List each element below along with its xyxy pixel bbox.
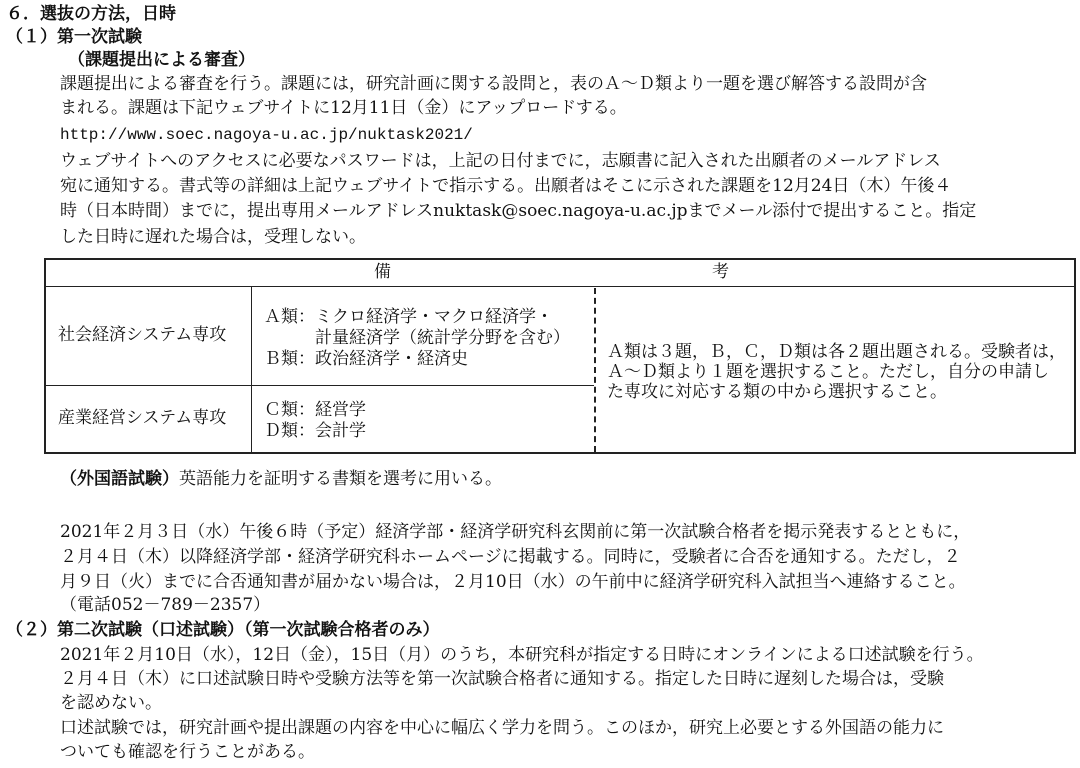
table-note-line: Ａ～Ｄ類より１題を選択すること。ただし，自分の申請し — [607, 362, 1049, 382]
paragraph-line: ２月４日（木）に口述試験日時や受験方法等を第一次試験合格者に通知する。指定した日時に遅刻した場合は，受験 — [60, 669, 944, 689]
table-note-line: Ａ類は３題，Ｂ，Ｃ，Ｄ類は各２題出題される。受験者は， — [607, 342, 1066, 362]
second-exam-title: （２）第二次試験（口述試験）（第一次試験合格者のみ） — [6, 620, 440, 640]
category-table — [44, 258, 1076, 454]
category-line: Ｃ類：経営学 — [264, 400, 366, 420]
paragraph-line: 課題提出による審査を行う。課題には，研究計画に関する設問と，表のＡ～Ｄ類より一題を選び解答する設問が含 — [60, 74, 927, 94]
section-heading: ６．選抜の方法，日時 — [6, 4, 176, 24]
announcement-line: 2021年２月３日（水）午後６時（予定）経済学部・経済学研究科玄関前に第一次試験合格者を掲示発表するとともに， — [60, 522, 971, 542]
paragraph-line: ついても確認を行うことがある。 — [60, 742, 315, 762]
announcement-line: 月９日（火）までに合否通知書が届かない場合は，２月10日（水）の午前中に経済学研究科入試担当へ連絡すること。 — [60, 572, 966, 592]
phone-number: （電話052－789－2357） — [60, 595, 271, 615]
paragraph-line: 口述試験では，研究計画や提出課題の内容を中心に幅広く学力を問う。このほか，研究上必要とする外国語の能力に — [60, 718, 944, 738]
major-name: 社会経済システム専攻 — [58, 325, 227, 345]
paragraph-line: 宛に通知する。書式等の詳細は上記ウェブサイトで指示する。出願者はそこに示された課題を12月24日（木）午後４ — [60, 176, 952, 196]
paragraph-line: した日時に遅れた場合は，受理しない。 — [60, 227, 366, 247]
paragraph-line: 2021年２月10日（水），12日（金），15日（月）のうち，本研究科が指定する日時にオンラインによる口述試験を行う。 — [60, 645, 984, 665]
paragraph-line: ウェブサイトへのアクセスに必要なパスワードは，上記の日付までに，志願書に記入された出願者のメールアドレス — [60, 151, 941, 171]
foreign-language-exam — [60, 468, 502, 490]
table-header-right: 考 — [712, 262, 729, 282]
category-line: Ｄ類：会計学 — [264, 421, 366, 441]
category-line: Ａ類：ミクロ経済学・マクロ経済学・ — [264, 307, 553, 327]
paragraph-line: を認めない。 — [60, 693, 162, 713]
announcement-line: ２月４日（木）以降経済学部・経済学研究科ホームページに掲載する。同時に，受験者に合否を通知する。ただし，２ — [60, 547, 961, 567]
category-line: 計量経済学（統計学分野を含む） — [264, 328, 570, 348]
task-url[interactable]: http://www.soec.nagoya-u.ac.jp/nuktask2021/ — [60, 126, 473, 144]
paragraph-line: 時（日本時間）までに，提出専用メールアドレスnuktask@soec.nagoya-u.ac.jpまでメール添付で提出すること。指定 — [60, 201, 977, 221]
table-note-line: た専攻に対応する類の中から選択すること。 — [607, 382, 947, 402]
foreign-exam-label: （外国語試験） — [60, 469, 179, 489]
first-exam-title: （１）第一次試験 — [6, 27, 142, 47]
first-exam-subtitle: （課題提出による審査） — [68, 50, 255, 70]
table-header-left: 備 — [374, 262, 391, 282]
major-name: 産業経営システム専攻 — [58, 408, 227, 428]
foreign-exam-text: 英語能力を証明する書類を選考に用いる。 — [179, 469, 502, 489]
category-line: Ｂ類：政治経済学・経済史 — [264, 349, 468, 369]
paragraph-line: まれる。課題は下記ウェブサイトに12月11日（金）にアップロードする。 — [60, 98, 627, 118]
